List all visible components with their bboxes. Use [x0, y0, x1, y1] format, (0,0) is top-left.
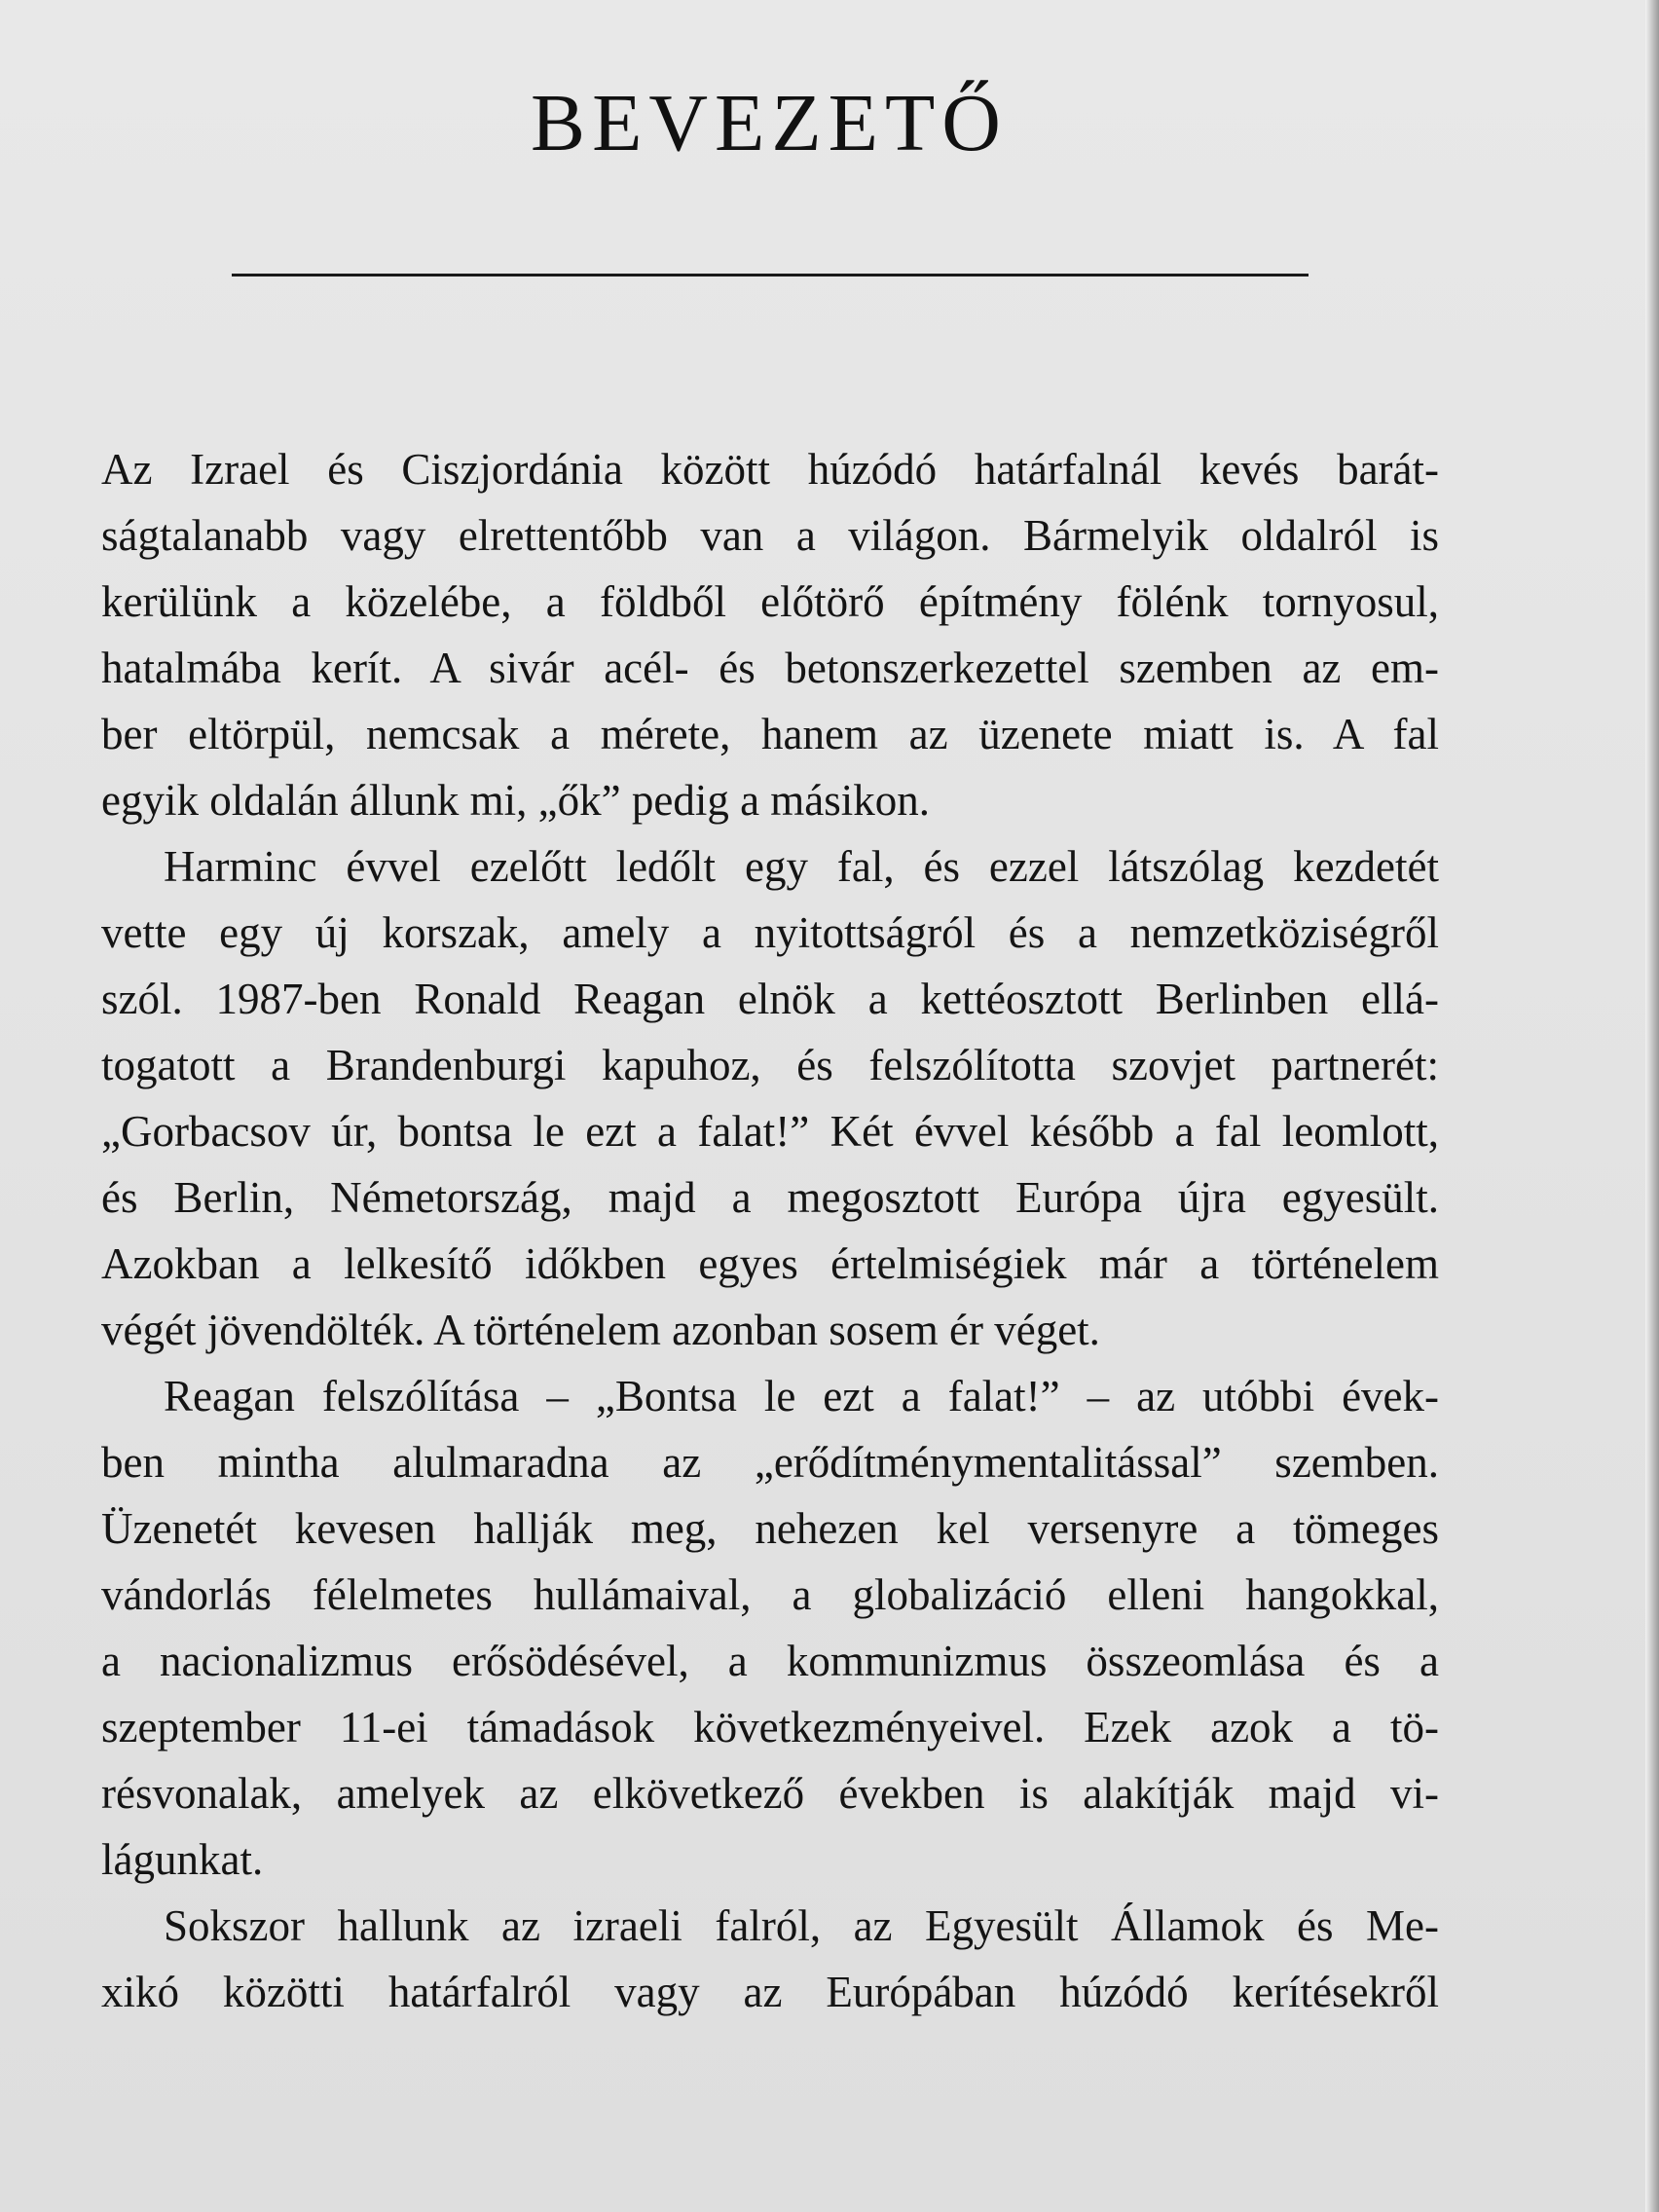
text-line: a nacionalizmus erősödésével, a kommunizmus összeomlása és a: [101, 1637, 1439, 1685]
text-line: Sokszor hallunk az izraeli falról, az Egyesült Államok és Me-: [164, 1901, 1439, 1950]
paragraph: [101, 436, 1439, 833]
text-line: lágunkat.: [101, 1835, 264, 1884]
text-line: Üzenetét kevesen hallják meg, nehezen kel versenyre a tömeges: [101, 1504, 1439, 1553]
text-line: ságtalanabb vagy elrettentőbb van a világon. Bármelyik oldalról is: [101, 511, 1439, 560]
text-line: végét jövendölték. A történelem azonban sosem ér véget.: [101, 1306, 1100, 1354]
paragraph: [101, 1363, 1439, 1893]
text-line: vette egy új korszak, amely a nyitottságról és a nemzetköziségről: [101, 908, 1439, 957]
text-line: xikó közötti határfalról vagy az Európában húzódó kerítésekről: [101, 1968, 1439, 2016]
text-line: Az Izrael és Ciszjordánia között húzódó határfalnál kevés barát-: [101, 445, 1439, 494]
chapter-heading: BEVEZETŐ: [531, 78, 1008, 168]
text-line: szeptember 11-ei támadások következményeivel. Ezek azok a tö-: [101, 1703, 1439, 1751]
page-edge-shadow: [1645, 0, 1659, 2212]
text-line: kerülünk a közelébe, a földből előtörő építmény fölénk tornyosul,: [101, 577, 1439, 626]
text-line: „Gorbacsov úr, bontsa le ezt a falat!” Két évvel később a fal leomlott,: [101, 1107, 1439, 1156]
text-line: egyik oldalán állunk mi, „ők” pedig a másikon.: [101, 776, 931, 825]
text-line: résvonalak, amelyek az elkövetkező években is alakítják majd vi-: [101, 1769, 1439, 1818]
text-line: vándorlás félelmetes hullámaival, a globalizáció elleni hangokkal,: [101, 1570, 1439, 1619]
text-line: Azokban a lelkesítő időkben egyes értelmiségiek már a történelem: [101, 1239, 1439, 1288]
text-line: szól. 1987-ben Ronald Reagan elnök a kettéosztott Berlinben ellá-: [101, 975, 1439, 1023]
heading-divider: [232, 274, 1309, 276]
text-line: togatott a Brandenburgi kapuhoz, és felszólította szovjet partnerét:: [101, 1041, 1439, 1089]
text-line: hatalmába kerít. A sivár acél- és betonszerkezettel szemben az em-: [101, 644, 1439, 692]
text-line: és Berlin, Németország, majd a megosztott Európa újra egyesült.: [101, 1173, 1439, 1222]
text-line: Harminc évvel ezelőtt ledőlt egy fal, és ezzel látszólag kezdetét: [164, 842, 1439, 891]
paragraph: [101, 833, 1439, 1363]
text-line: ben mintha alulmaradna az „erődítménymentalitással” szemben.: [101, 1438, 1439, 1487]
text-line: Reagan felszólítása – „Bontsa le ezt a falat!” – az utóbbi évek-: [164, 1372, 1439, 1420]
text-line: ber eltörpül, nemcsak a mérete, hanem az üzenete miatt is. A fal: [101, 710, 1439, 758]
body-text: [101, 436, 1439, 2025]
paragraph: [101, 1893, 1439, 2025]
